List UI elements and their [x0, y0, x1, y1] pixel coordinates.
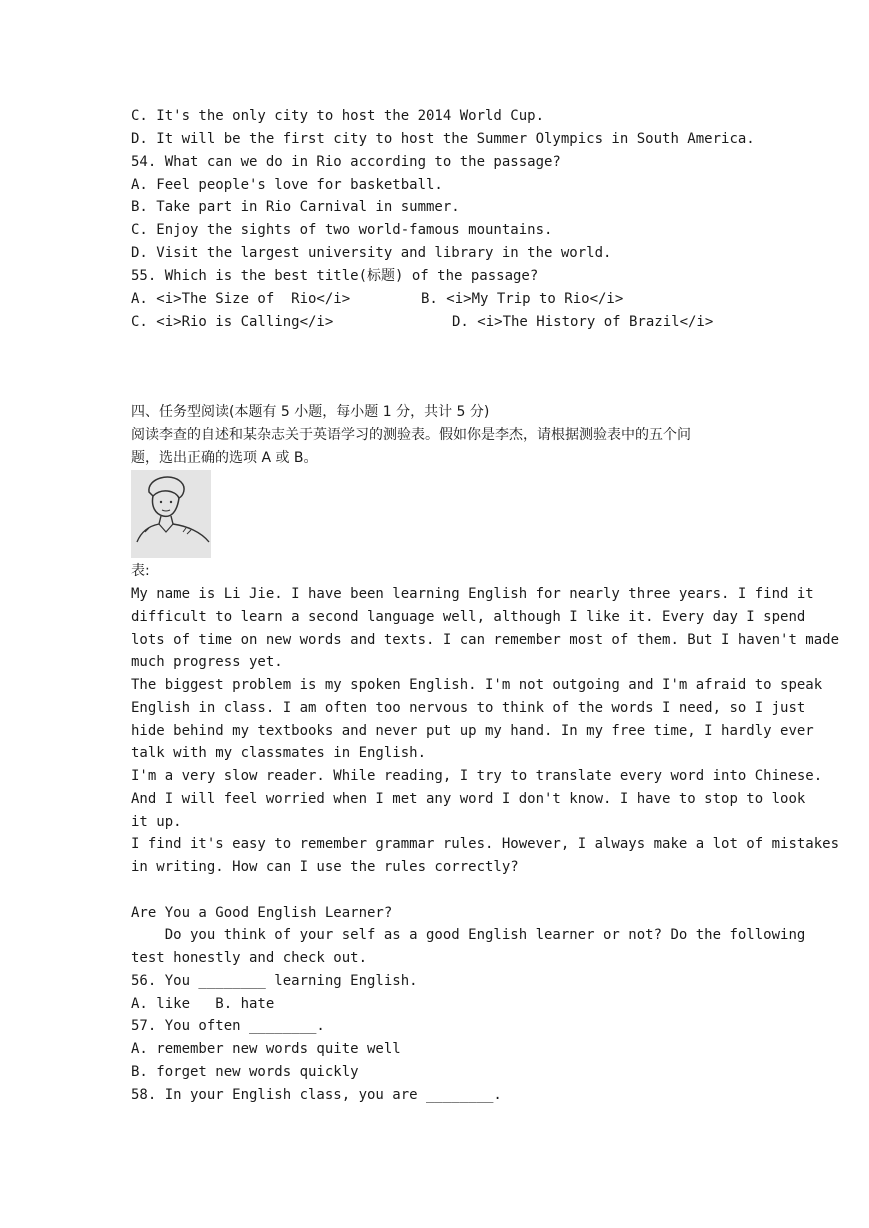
- q55-stem: 55. Which is the best title(标题) of the passage?: [131, 268, 539, 284]
- passage-line: And I will feel worried when I met any word I don't know. I have to stop to look: [131, 791, 806, 807]
- q57-option-a: A. remember new words quite well: [131, 1041, 401, 1057]
- q55-option-b: B. <i>My Trip to Rio</i>: [421, 291, 624, 307]
- q55-option-c: C. <i>Rio is Calling</i>: [131, 314, 334, 330]
- q58-stem: 58. In your English class, you are ________.: [131, 1087, 502, 1103]
- passage-line: talk with my classmates in English.: [131, 745, 427, 761]
- q54-stem: 54. What can we do in Rio according to the passage?: [131, 154, 561, 170]
- q56-stem: 56. You ________ learning English.: [131, 973, 418, 989]
- passage-line: I find it's easy to remember grammar rules. However, I always make a lot of mistakes: [131, 836, 840, 852]
- passage-line: difficult to learn a second language well, although I like it. Every day I spend: [131, 609, 806, 625]
- passage-line: lots of time on new words and texts. I can remember most of them. But I haven't made: [131, 632, 840, 648]
- passage-line: English in class. I am often too nervous to think of the words I need, so I just: [131, 700, 806, 716]
- q54-option-b: B. Take part in Rio Carnival in summer.: [131, 199, 460, 215]
- q53-option-c: C. It's the only city to host the 2014 World Cup.: [131, 108, 545, 124]
- passage-line: much progress yet.: [131, 654, 283, 670]
- section-instruction-line-1: 阅读李查的自述和某杂志关于英语学习的测验表。假如你是李杰，请根据测验表中的五个问: [131, 427, 691, 443]
- boy-illustration: [131, 470, 211, 558]
- q55-option-a: A. <i>The Size of Rio</i>: [131, 291, 351, 307]
- passage-line: hide behind my textbooks and never put up my hand. In my free time, I hardly ever: [131, 723, 814, 739]
- quiz-intro-line-1: Do you think of your self as a good English learner or not? Do the following: [131, 927, 806, 943]
- table-label: 表:: [131, 563, 150, 579]
- quiz-intro-line-2: test honestly and check out.: [131, 950, 368, 966]
- q53-option-d: D. It will be the first city to host the Summer Olympics in South America.: [131, 131, 755, 147]
- passage-line: My name is Li Jie. I have been learning English for nearly three years. I find it: [131, 586, 814, 602]
- boy-sketch-icon: [131, 470, 211, 558]
- passage-line: it up.: [131, 814, 182, 830]
- q57-option-b: B. forget new words quickly: [131, 1064, 359, 1080]
- q55-option-d: D. <i>The History of Brazil</i>: [452, 314, 714, 330]
- passage-line: in writing. How can I use the rules correctly?: [131, 859, 519, 875]
- q54-option-d: D. Visit the largest university and library in the world.: [131, 245, 612, 261]
- passage-line: I'm a very slow reader. While reading, I try to translate every word into Chinese.: [131, 768, 823, 784]
- q54-option-a: A. Feel people's love for basketball.: [131, 177, 443, 193]
- q54-option-c: C. Enjoy the sights of two world-famous mountains.: [131, 222, 553, 238]
- q56-options: A. like B. hate: [131, 996, 275, 1012]
- section-heading: 四、任务型阅读(本题有 5 小题，每小题 1 分，共计 5 分): [131, 404, 490, 420]
- q57-stem: 57. You often ________.: [131, 1018, 325, 1034]
- section-instruction-line-2: 题，选出正确的选项 A 或 B。: [131, 450, 318, 466]
- quiz-title: Are You a Good English Learner?: [131, 905, 393, 921]
- passage-line: The biggest problem is my spoken English. I'm not outgoing and I'm afraid to speak: [131, 677, 823, 693]
